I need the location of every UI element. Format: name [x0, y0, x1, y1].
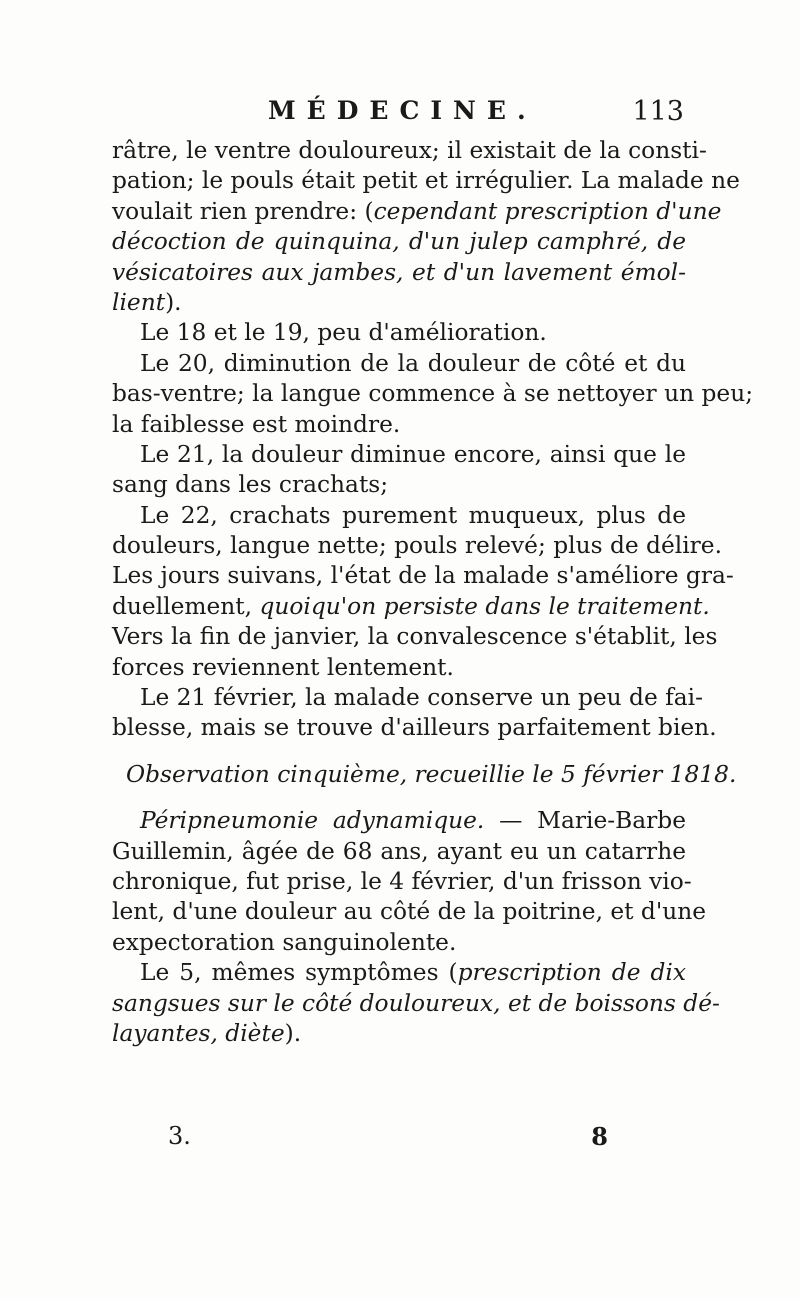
text-line: vésicatoires aux jambes, et d'un lavement émol-: [112, 258, 686, 286]
text-line: Les jours suivans, l'état de la malade s'améliore gra-: [112, 562, 734, 590]
text-span: — Marie-Barbe: [484, 807, 686, 835]
text-line: [112, 958, 686, 988]
text-line: sang dans les crachats;: [112, 471, 389, 499]
text-span: ).: [284, 1019, 302, 1047]
text-line: blesse, mais se trouve d'ailleurs parfaitement bien.: [112, 714, 717, 742]
text-line: [112, 1019, 686, 1049]
text-line: bas-ventre; la langue commence à se nettoyer un peu;: [112, 380, 754, 408]
text-line: Vers la fin de janvier, la convalescence s'établit, les: [112, 623, 718, 651]
running-header: [118, 96, 684, 136]
text-line: Le 22, crachats purement muqueux, plus de: [140, 501, 686, 529]
signature-mark: 3.: [168, 1122, 191, 1150]
text-span: duellement,: [112, 592, 253, 620]
italic-span: cependant prescription d'une: [373, 197, 722, 225]
text-line: sangsues sur le côté douloureux, et de boissons dé-: [112, 989, 720, 1017]
text-span: ).: [165, 288, 182, 316]
running-title: MÉDECINE.: [268, 96, 537, 125]
text-line: forces reviennent lentement.: [112, 653, 454, 681]
text-line: pation; le pouls était petit et irrégulier. La malade ne: [112, 167, 740, 195]
text-line: Le 18 et le 19, peu d'amélioration.: [140, 319, 547, 347]
text-line: lent, d'une douleur au côté de la poitrine, et d'une: [112, 898, 707, 926]
text-line: Guillemin, âgée de 68 ans, ayant eu un catarrhe: [112, 837, 686, 865]
text-line: [112, 592, 710, 622]
italic-span: prescription de dix: [457, 959, 686, 987]
text-line: décoction de quinquina, d'un julep camphré, de: [112, 228, 686, 256]
text-line: chronique, fut prise, le 4 février, d'un frisson vio-: [112, 867, 692, 895]
observation-heading: Observation cinquième, recueillie le 5 février 1818.: [126, 760, 737, 788]
page-footer: [118, 1122, 608, 1156]
section-gap: [112, 744, 686, 760]
sheet-number: 8: [591, 1122, 608, 1151]
text-line: Le 20, diminution de la douleur de côté et du: [140, 349, 686, 377]
text-line: douleurs, langue nette; pouls relevé; plus de délire.: [112, 532, 722, 560]
text-line: râtre, le ventre douloureux; il existait de la consti-: [112, 137, 707, 164]
text-line: [112, 197, 722, 227]
text-line: Le 21 février, la malade conserve un peu de fai-: [140, 684, 703, 712]
text-line: la faiblesse est moindre.: [112, 410, 401, 438]
page-number: 113: [632, 96, 684, 127]
text-line: [112, 806, 686, 836]
page-body: [112, 136, 754, 1049]
italic-span: lient: [112, 288, 166, 316]
text-span: voulait rien prendre: (: [112, 197, 374, 225]
italic-span: layantes, diète: [112, 1019, 285, 1047]
italic-span: quoiqu'on persiste dans le traitement.: [259, 592, 710, 620]
italic-span: Péripneumonie adynamique.: [140, 807, 485, 835]
text-line: expectoration sanguinolente.: [112, 928, 457, 956]
text-line: [112, 288, 686, 318]
text-span: Le 5, mêmes symptômes (: [140, 959, 458, 987]
text-line: Le 21, la douleur diminue encore, ainsi que le: [140, 440, 686, 468]
section-gap: [112, 790, 686, 806]
